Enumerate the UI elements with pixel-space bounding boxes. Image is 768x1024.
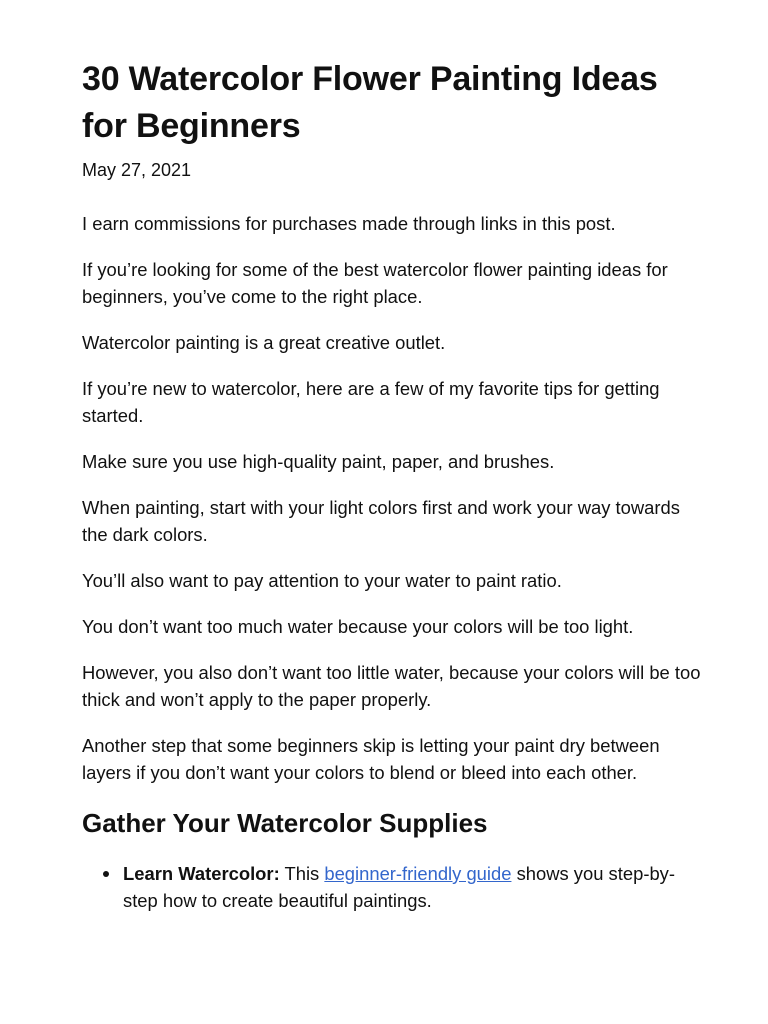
beginner-guide-link[interactable]: beginner-friendly guide [324, 863, 512, 884]
paragraph-light-to-dark: When painting, start with your light colors first and work your way towards the dark colors. [82, 497, 680, 545]
post-title: 30 Watercolor Flower Painting Ideas for Beginners [82, 60, 658, 145]
post-date: May 27, 2021 [82, 160, 192, 180]
supply-text-before-link: This [279, 863, 325, 884]
supply-text-after-link: shows you step-by-step how to create beautiful paintings. [123, 863, 675, 911]
section-heading-supplies: Gather Your Watercolor Supplies [82, 808, 488, 838]
paragraph-intro: If you’re looking for some of the best watercolor flower painting ideas for beginners, you’ve come to the right place. [82, 259, 668, 307]
post-body [82, 210, 708, 786]
supply-list [82, 860, 708, 914]
paragraph-creative-outlet: Watercolor painting is a great creative outlet. [82, 332, 446, 353]
list-item [123, 860, 708, 914]
paragraph-quality-supplies: Make sure you use high-quality paint, paper, and brushes. [82, 451, 555, 472]
supply-label: Learn Watercolor: [123, 863, 280, 884]
bullet-icon [103, 871, 109, 877]
paragraph-drying-layers: Another step that some beginners skip is letting your paint dry between layers if you don’t want your colors to blend or bleed into each other. [82, 735, 660, 783]
paragraph-disclosure: I earn commissions for purchases made through links in this post. [82, 213, 616, 234]
paragraph-tips-intro: If you’re new to watercolor, here are a few of my favorite tips for getting started. [82, 378, 660, 426]
paragraph-too-much-water: You don’t want too much water because your colors will be too light. [82, 616, 634, 637]
paragraph-too-little-water: However, you also don’t want too little water, because your colors will be too thick and won’t apply to the paper properly. [82, 662, 701, 710]
paragraph-water-ratio: You’ll also want to pay attention to your water to paint ratio. [82, 570, 562, 591]
